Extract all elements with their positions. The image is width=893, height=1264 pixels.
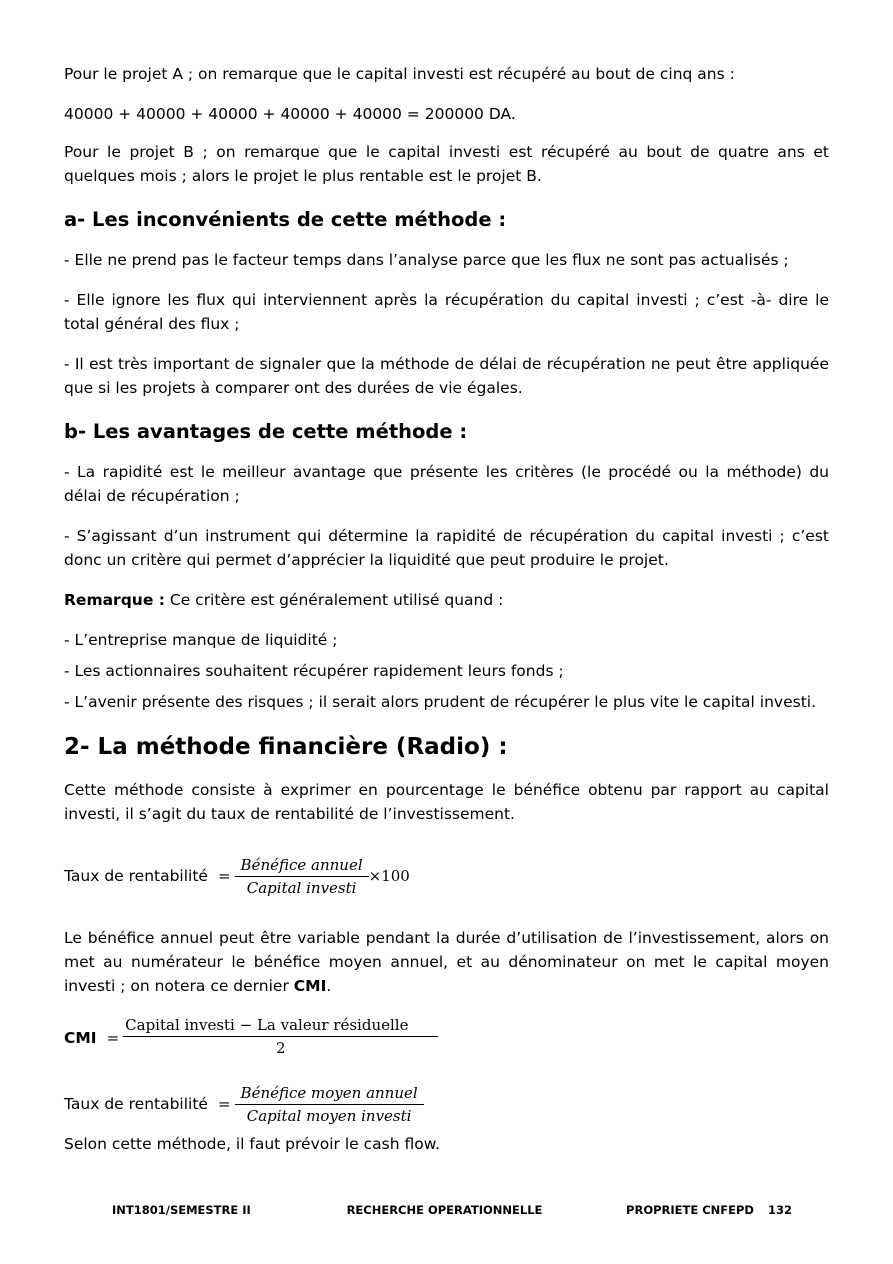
formula-label: CMI <box>64 1029 97 1047</box>
page-footer <box>112 1203 792 1217</box>
footer-owner: PROPRIETE CNFEPD <box>626 1203 754 1217</box>
formula-label: Taux de rentabilité <box>64 867 208 885</box>
formula-taux-rentabilite-moyen <box>64 1080 829 1128</box>
heading-methode-financiere: 2- La méthode financière (Radio) : <box>64 734 508 760</box>
inconvenient-item: - Il est très important de signaler que la méthode de délai de récupération ne peut être appliquée que si les projets à comparer ont des durées de vie égales. <box>64 355 829 397</box>
paragraph-projet-a: Pour le projet A ; on remarque que le capital investi est récupéré au bout de cinq ans : <box>64 65 735 83</box>
multiplier: ×100 <box>368 867 410 885</box>
fraction <box>235 1082 424 1127</box>
formula-cmi <box>64 1014 829 1062</box>
footer-course-code: INT1801/SEMESTRE II <box>112 1203 251 1217</box>
page-number: 132 <box>767 1203 792 1217</box>
remarque-paragraph <box>64 588 829 612</box>
footer-course-title: RECHERCHE OPERATIONNELLE <box>346 1203 543 1217</box>
inconvenient-item: - Elle ne prend pas le facteur temps dans l’analyse parce que les flux ne sont pas actualisés ; <box>64 251 789 269</box>
document-page <box>64 62 829 1172</box>
remarque-item: - L’entreprise manque de liquidité ; <box>64 631 338 649</box>
paragraph-text: Le bénéfice annuel peut être variable pendant la durée d’utilisation de l’investissement, alors on met au numérateur le bénéfice moyen annuel, et au dénominateur on met le capital moyen investi ; on notera ce dernier <box>64 929 829 995</box>
paragraph-projet-b: Pour le projet B ; on remarque que le capital investi est récupéré au bout de quatre ans et quelques mois ; alors le projet le plus rentable est le projet B. <box>64 143 829 185</box>
paragraph-intro-methode: Cette méthode consiste à exprimer en pourcentage le bénéfice obtenu par rapport au capital investi, il s’agit du taux de rentabilité de l’investissement. <box>64 781 829 823</box>
denominator: Capital moyen investi <box>246 1106 412 1125</box>
heading-inconvenients: a- Les inconvénients de cette méthode : <box>64 208 507 231</box>
remarque-item: - Les actionnaires souhaitent récupérer rapidement leurs fonds ; <box>64 662 564 680</box>
equals-sign: = <box>217 867 231 885</box>
numerator: Bénéfice annuel <box>235 854 369 877</box>
remarque-text: Ce critère est généralement utilisé quand : <box>164 591 504 609</box>
paragraph-closing: Selon cette méthode, il faut prévoir le cash flow. <box>64 1135 440 1153</box>
remarque-label: Remarque : <box>64 591 165 609</box>
formula-taux-rentabilite <box>64 852 829 900</box>
heading-avantages: b- Les avantages de cette méthode : <box>64 420 468 443</box>
avantage-item: - La rapidité est le meilleur avantage que présente les critères (le procédé ou la méthode) du délai de récupération ; <box>64 463 829 505</box>
fraction <box>235 854 369 899</box>
paragraph-benefice-moyen <box>64 926 829 998</box>
inconvenient-item: - Elle ignore les flux qui interviennent après la récupération du capital investi ; c’est -à- dire le total général des flux ; <box>64 291 829 333</box>
denominator: Capital investi <box>246 878 357 897</box>
numerator: Bénéfice moyen annuel <box>235 1082 424 1105</box>
fraction <box>123 1014 438 1059</box>
equals-sign: = <box>217 1095 231 1113</box>
denominator: 2 <box>276 1039 286 1057</box>
formula-label: Taux de rentabilité <box>64 1095 208 1113</box>
cmi-term: CMI <box>293 977 327 995</box>
avantage-item: - S’agissant d’un instrument qui détermine la rapidité de récupération du capital investi ; c’est donc un critère qui permet d’apprécier la liquidité que peut produire le projet. <box>64 527 829 569</box>
equals-sign: = <box>106 1029 120 1047</box>
remarque-item: - L’avenir présente des risques ; il serait alors prudent de récupérer le plus vite le capital investi. <box>64 693 817 711</box>
paragraph-sum: 40000 + 40000 + 40000 + 40000 + 40000 = 200000 DA. <box>64 105 516 123</box>
numerator: Capital investi − La valeur résiduelle <box>123 1014 438 1037</box>
paragraph-end: . <box>326 977 332 995</box>
